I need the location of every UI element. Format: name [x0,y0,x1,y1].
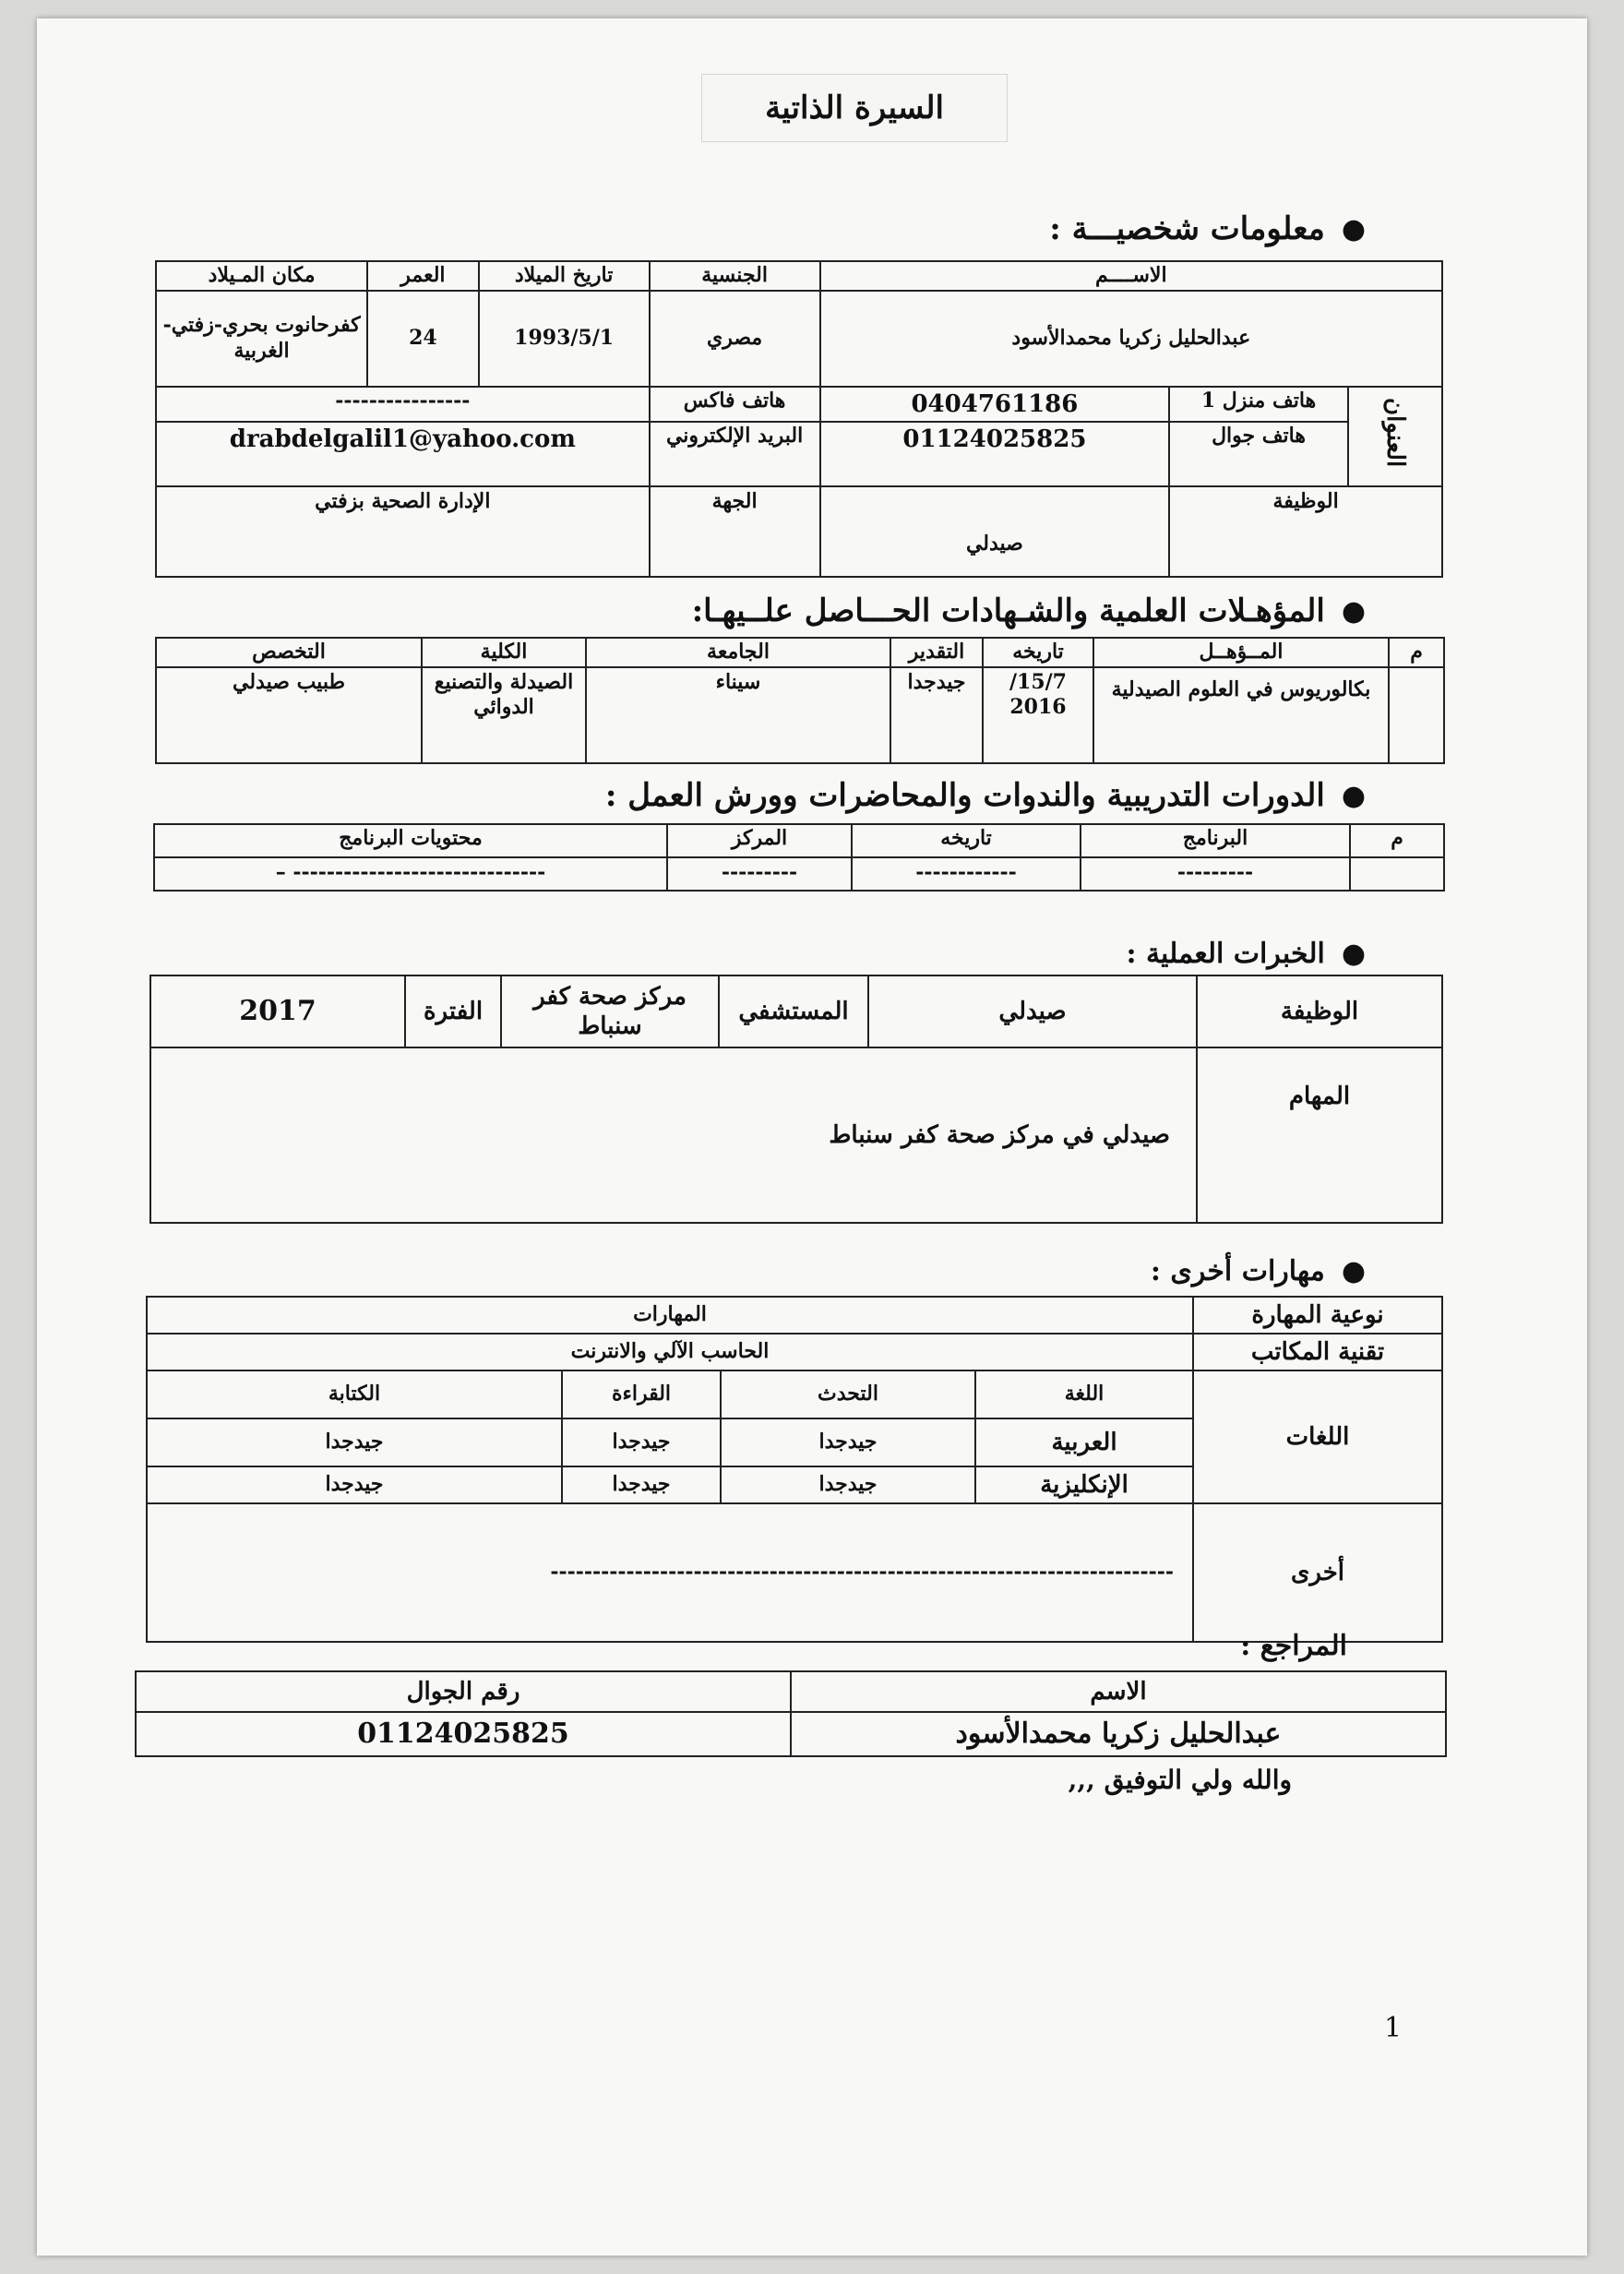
course-cell [1350,857,1444,891]
course-cell: --------- [1081,857,1350,891]
reference-phone-value: 01124025825 [136,1712,791,1756]
name-label: الاســــم [820,261,1442,291]
experience-job-value: صيدلي [868,975,1197,1047]
employer-value: الإدارة الصحية بزفتي [156,486,650,577]
experience-table [149,975,1443,1224]
lang-cell: جيدجدا [562,1418,721,1466]
email-value: drabdelgalil1@yahoo.com [156,422,650,486]
qual-header: الكلية [422,638,586,667]
home-phone-label: هاتف منزل 1 [1169,387,1348,423]
qual-cell [1389,667,1444,763]
references-heading: المراجع : [1240,1630,1347,1662]
mobile-label: هاتف جوال [1169,422,1348,486]
lang-cell: جيدجدا [562,1466,721,1503]
qual-header: الجامعة [586,638,890,667]
other-skills-label: أخرى [1193,1503,1442,1642]
qualifications-table [155,637,1445,764]
office-skills-label: تقنية المكاتب [1193,1334,1442,1370]
reference-name-value: عبدالحليل زكريا محمدالأسود [791,1712,1446,1756]
course-header: البرنامج [1081,824,1350,857]
course-cell: ------------------------------ – [154,857,667,891]
course-cell: --------- [667,857,852,891]
nationality-label: الجنسية [650,261,820,291]
address-label: العنوان [1348,387,1442,487]
lang-header: القراءة [562,1370,721,1418]
lang-cell: جيدجدا [721,1466,975,1503]
lang-cell: الإنكليزية [975,1466,1193,1503]
closing-text: والله ولي التوفيق ,,, [1068,1765,1292,1795]
reference-phone-label: رقم الجوال [136,1671,791,1712]
lang-header: التحدث [721,1370,975,1418]
birth-place-label: مكان المـيلاد [156,261,367,291]
table-row [136,1712,1446,1756]
mobile-value: 01124025825 [820,422,1170,486]
employer-label: الجهة [650,486,820,577]
fax-value: ---------------- [156,387,650,423]
qual-cell: الصيدلة والتصنيع الدوائي [422,667,586,763]
bullet-icon: ● [1341,212,1366,245]
bullet-icon: ● [1341,779,1366,812]
experience-tasks-label: المهام [1197,1047,1442,1223]
birth-date-label: تاريخ الميلاد [479,261,650,291]
experience-job-label: الوظيفة [1197,975,1442,1047]
lang-cell: جيدجدا [721,1418,975,1466]
skill-type-value: المهارات [147,1297,1193,1334]
course-header: المركز [667,824,852,857]
courses-heading: ● الدورات التدريبية والندوات والمحاضرات وورش العمل : [604,777,1366,814]
email-label: البريد الإلكتروني [650,422,820,486]
courses-table [153,823,1445,892]
bullet-icon: ● [1341,1255,1366,1287]
qual-header: م [1389,638,1444,667]
course-header: محتويات البرنامج [154,824,667,857]
table-row [156,667,1444,763]
qual-cell: 15/7/ 2016 [983,667,1093,763]
age-value: 24 [367,291,478,387]
lang-cell: جيدجدا [147,1466,562,1503]
birth-date-value: 1993/5/1 [479,291,650,387]
qual-cell: طبيب صيدلي [156,667,422,763]
document-title: السيرة الذاتية [701,74,1008,142]
experience-period-value: 2017 [150,975,405,1047]
experience-period-label: الفترة [405,975,501,1047]
course-header: م [1350,824,1444,857]
skill-type-label: نوعية المهارة [1193,1297,1442,1334]
qual-header: المــؤهــل [1093,638,1389,667]
bullet-icon: ● [1341,594,1366,628]
table-row [154,857,1444,891]
name-value: عبدالحليل زكريا محمدالأسود [820,291,1442,387]
personal-info-table [155,260,1443,578]
qual-header: التقدير [890,638,983,667]
page-number: 1 [1384,2012,1403,2044]
references-table [135,1670,1447,1757]
skills-heading: ● مهارات أخرى : [1150,1255,1366,1287]
qual-cell: سيناء [586,667,890,763]
job-value: صيدلي [820,486,1170,577]
qual-header: تاريخه [983,638,1093,667]
course-header: تاريخه [852,824,1081,857]
personal-info-heading: ● معلومات شخصيـــة : [1049,210,1366,247]
languages-label: اللغات [1193,1370,1442,1503]
qual-cell: جيدجدا [890,667,983,763]
qual-header: التخصص [156,638,422,667]
experience-hospital-value: مركز صحة كفر سنباط [501,975,719,1047]
job-label: الوظيفة [1169,486,1442,577]
lang-header: الكتابة [147,1370,562,1418]
skills-table [146,1296,1443,1643]
experience-heading: ● الخبرات العملية : [1126,938,1366,970]
document-page [37,18,1587,2256]
birth-place-value: كفرحانوت بحري-زفتي-الغربية [156,291,367,387]
experience-tasks-value: صيدلي في مركز صحة كفر سنباط [150,1047,1197,1223]
experience-hospital-label: المستشفي [719,975,868,1047]
lang-cell: جيدجدا [147,1418,562,1466]
fax-label: هاتف فاكس [650,387,820,423]
other-skills-value: -------------------------------------------------------------------------- [147,1503,1193,1642]
qualifications-heading: ● المؤهـلات العلمية والشـهادات الحـــاصل علــيهـا: [691,592,1366,629]
age-label: العمر [367,261,478,291]
qual-cell: بكالوريوس في العلوم الصيدلية [1093,667,1389,763]
lang-header: اللغة [975,1370,1193,1418]
nationality-value: مصري [650,291,820,387]
office-skills-value: الحاسب الآلي والانترنت [147,1334,1193,1370]
home-phone-value: 0404761186 [820,387,1170,423]
bullet-icon: ● [1341,938,1366,970]
course-cell: ------------ [852,857,1081,891]
lang-cell: العربية [975,1418,1193,1466]
reference-name-label: الاسم [791,1671,1446,1712]
